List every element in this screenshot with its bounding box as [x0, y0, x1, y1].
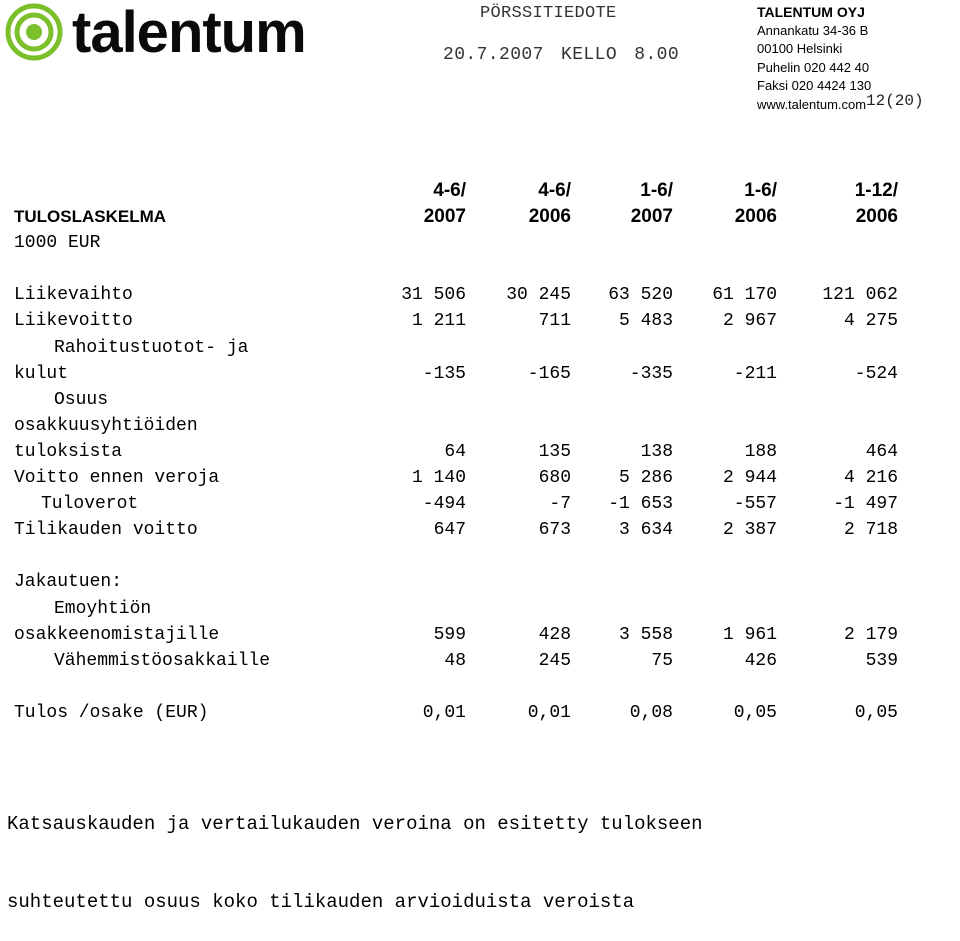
table-title: TULOSLASKELMA [14, 207, 167, 227]
cell-value: 0,05 [854, 702, 898, 723]
col-header-top: 1-6/ [744, 180, 777, 201]
cell-value: 31 506 [401, 285, 466, 306]
release-date: 20.7.2007 [443, 45, 544, 65]
column-header-row-top [14, 178, 914, 204]
cell-value: 188 [744, 441, 777, 462]
cell-value: -211 [733, 363, 777, 384]
cell-value: 135 [538, 441, 571, 462]
col-header-year: 2007 [423, 206, 466, 228]
cell-value: 680 [538, 468, 571, 489]
press-release-label: PÖRSSITIEDOTE [480, 4, 617, 23]
table-row-label-cont [14, 335, 914, 361]
cell-value: 121 062 [822, 285, 898, 306]
row-label: osakkeenomistajille [14, 624, 220, 645]
col-header-year: 2007 [630, 206, 673, 228]
cell-value: 426 [744, 650, 777, 671]
row-label: Emoyhtiön [54, 598, 152, 619]
table-row-label-cont [14, 387, 914, 413]
cell-value: 599 [433, 624, 466, 645]
table-row [14, 517, 914, 543]
col-header-year: 2006 [528, 206, 571, 228]
row-label: Liikevoitto [14, 311, 133, 332]
page-number: 12(20) [866, 92, 924, 110]
table-row [14, 648, 914, 674]
row-label: Tilikauden voitto [14, 520, 198, 541]
cell-value: 464 [865, 441, 898, 462]
table-row [14, 465, 914, 491]
table-row [14, 491, 914, 517]
cell-value: 4 275 [843, 311, 898, 332]
logo-wordmark: talentum [72, 0, 306, 65]
col-header-year: 2006 [734, 206, 777, 228]
table-row [14, 308, 914, 334]
company-address-block [757, 3, 871, 115]
cell-value: 63 520 [608, 285, 673, 306]
income-statement [14, 178, 914, 726]
column-header-row-bottom [14, 204, 914, 230]
col-header-top: 1-6/ [640, 180, 673, 201]
cell-value: -557 [733, 494, 777, 515]
cell-value: 5 483 [618, 311, 673, 332]
cell-value: 2 967 [722, 311, 777, 332]
release-time: KELLO 8.00 [561, 45, 680, 65]
footnote-line: Katsauskauden ja vertailukauden veroina on esitetty tulokseen [7, 813, 703, 835]
row-label: Tuloverot [41, 494, 139, 515]
cell-value: 2 718 [843, 520, 898, 541]
cell-value: -524 [854, 363, 898, 384]
row-label: tuloksista [14, 441, 123, 462]
table-row [14, 622, 914, 648]
footnote [7, 759, 703, 941]
cell-value: 2 944 [722, 468, 777, 489]
unit-row [14, 230, 914, 256]
col-header-top: 4-6/ [538, 180, 571, 201]
cell-value: 673 [538, 520, 571, 541]
cell-value: 138 [640, 441, 673, 462]
cell-value: 0,01 [527, 702, 571, 723]
company-postal: 00100 Helsinki [757, 41, 843, 57]
company-web[interactable]: www.talentum.com [757, 96, 867, 112]
row-label: Osuus [54, 389, 109, 410]
row-label: kulut [14, 363, 69, 384]
cell-value: 30 245 [506, 285, 571, 306]
cell-value: -494 [422, 494, 466, 515]
row-label: Rahoitustuotot- ja [54, 337, 249, 358]
release-dateline [443, 45, 679, 65]
table-row-label-cont [14, 596, 914, 622]
footnote-line: suhteutettu osuus koko tilikauden arvioiduista veroista [7, 891, 635, 913]
table-unit: 1000 EUR [14, 233, 101, 254]
row-label: Liikevaihto [14, 285, 133, 306]
cell-value: 5 286 [618, 468, 673, 489]
col-header-year: 2006 [855, 206, 898, 228]
cell-value: -335 [629, 363, 673, 384]
cell-value: 1 961 [722, 624, 777, 645]
cell-value: 1 211 [411, 311, 466, 332]
table-row [14, 439, 914, 465]
cell-value: 2 179 [843, 624, 898, 645]
row-label: Vähemmistöosakkaille [54, 650, 271, 671]
table-row [14, 700, 914, 726]
col-header-top: 4-6/ [433, 180, 466, 201]
cell-value: 4 216 [843, 468, 898, 489]
cell-value: 428 [538, 624, 571, 645]
cell-value: 647 [433, 520, 466, 541]
cell-value: 3 558 [618, 624, 673, 645]
cell-value: -7 [549, 494, 571, 515]
row-label: Voitto ennen veroja [14, 468, 220, 489]
cell-value: 1 140 [411, 468, 466, 489]
table-row-label-cont [14, 413, 914, 439]
cell-value: 539 [865, 650, 898, 671]
talentum-logo [4, 0, 364, 66]
cell-value: 61 170 [712, 285, 777, 306]
row-label: Tulos /osake (EUR) [14, 702, 209, 723]
cell-value: 0,08 [629, 702, 673, 723]
cell-value: -1 497 [833, 494, 898, 515]
cell-value: 711 [538, 311, 571, 332]
table-row [14, 569, 914, 595]
company-name: TALENTUM OYJ [757, 4, 865, 20]
row-label: osakkuusyhtiöiden [14, 415, 198, 436]
talentum-logo-mark [4, 0, 364, 66]
cell-value: 245 [538, 650, 571, 671]
company-fax: Faksi 020 4424 130 [757, 78, 872, 94]
cell-value: -165 [527, 363, 571, 384]
table-row [14, 282, 914, 308]
row-label: Jakautuen: [14, 572, 123, 593]
cell-value: 0,01 [422, 702, 466, 723]
cell-value: 0,05 [733, 702, 777, 723]
table-row [14, 361, 914, 387]
cell-value: 64 [444, 441, 466, 462]
cell-value: -135 [422, 363, 466, 384]
company-street: Annankatu 34-36 B [757, 22, 869, 38]
cell-value: 48 [444, 650, 466, 671]
cell-value: -1 653 [608, 494, 673, 515]
cell-value: 2 387 [722, 520, 777, 541]
cell-value: 3 634 [618, 520, 673, 541]
col-header-top: 1-12/ [854, 180, 898, 201]
cell-value: 75 [651, 650, 673, 671]
company-phone: Puhelin 020 442 40 [757, 59, 870, 75]
